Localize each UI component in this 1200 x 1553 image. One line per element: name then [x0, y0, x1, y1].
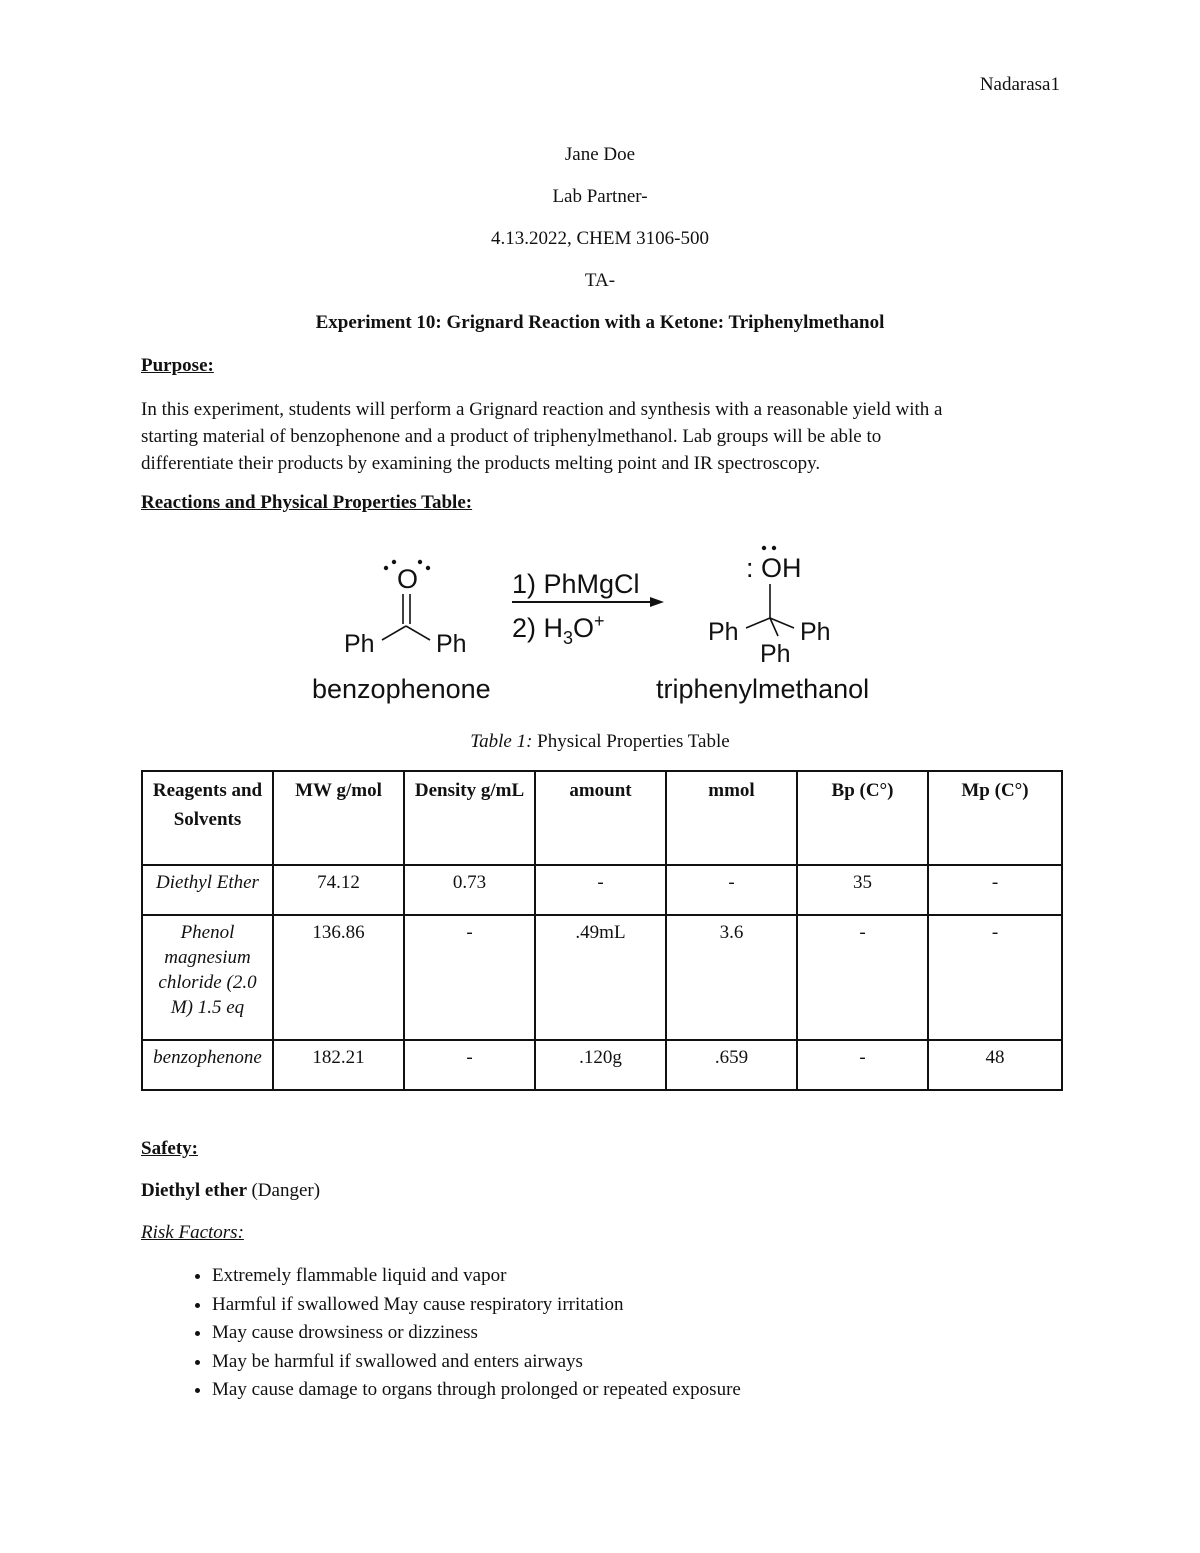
table-cell: - — [928, 865, 1062, 915]
list-item: • Extremely flammable liquid and vapor — [212, 1262, 741, 1291]
arrow-head-icon — [650, 597, 664, 607]
step-2-subscript: 3 — [563, 628, 574, 648]
reaction-conditions — [512, 569, 664, 648]
list-item: • Harmful if swallowed May cause respiratory irritation — [212, 1291, 741, 1320]
risk-factors-heading: Risk Factors: — [141, 1222, 244, 1243]
table-row — [142, 865, 1062, 915]
reagent-name-cell: Diethyl Ether — [142, 865, 273, 915]
table-cell: 0.73 — [404, 865, 535, 915]
column-header: Reagents and Solvents — [142, 771, 273, 865]
table-cell: - — [404, 915, 535, 1040]
experiment-title: Experiment 10: Grignard Reaction with a Ketone: Triphenylmethanol — [315, 312, 885, 333]
bond-line — [406, 626, 430, 640]
triphenylmethanol-structure — [656, 546, 869, 704]
chemical-hazard: (Danger) — [251, 1180, 321, 1201]
table-cell: .659 — [666, 1040, 797, 1090]
list-item: • May be harmful if swallowed and enters airways — [212, 1348, 741, 1377]
column-header: amount — [535, 771, 666, 865]
phenyl-label: Ph — [760, 640, 791, 668]
table-row — [142, 915, 1062, 1040]
column-header: Mp (C°) — [928, 771, 1062, 865]
table-cell: - — [928, 915, 1062, 1040]
table-cell: - — [797, 915, 928, 1040]
chemical-name: Diethyl ether — [141, 1180, 252, 1201]
purpose-heading: Purpose: — [141, 355, 214, 376]
product-name: triphenylmethanol — [656, 674, 870, 704]
table-caption-text: Physical Properties Table — [532, 731, 730, 752]
hydroxyl-group: : OH — [746, 553, 802, 583]
risk-list — [141, 1262, 741, 1405]
phenyl-label: Ph — [800, 618, 831, 646]
column-header: Bp (C°) — [797, 771, 928, 865]
list-item: • May cause damage to organs through prolonged or repeated exposure — [212, 1376, 741, 1405]
lone-pair-dot — [772, 546, 776, 550]
table-header-row — [142, 771, 1062, 865]
list-item: • May cause drowsiness or dizziness — [212, 1319, 741, 1348]
step-2-label — [512, 611, 605, 648]
purpose-line: differentiate their products by examining the products melting point and IR spectroscopy. — [141, 453, 821, 474]
lone-pair-dot — [426, 566, 430, 570]
table-cell: 35 — [797, 865, 928, 915]
table-cell: 3.6 — [666, 915, 797, 1040]
lone-pair-dot — [392, 560, 396, 564]
table-cell: - — [797, 1040, 928, 1090]
physical-properties-table — [141, 770, 1063, 1091]
table-cell: 136.86 — [273, 915, 404, 1040]
column-header: Density g/mL — [404, 771, 535, 865]
step-2-mid: O — [573, 613, 595, 643]
lone-pair-dot — [384, 566, 388, 570]
phenyl-label: Ph — [708, 618, 739, 646]
table-cell: .49mL — [535, 915, 666, 1040]
table-cell: 74.12 — [273, 865, 404, 915]
bond-line — [746, 618, 770, 628]
safety-heading: Safety: — [141, 1138, 198, 1159]
purpose-line: starting material of benzophenone and a product of triphenylmethanol. Lab groups will be able to — [141, 426, 882, 447]
table-row — [142, 1040, 1062, 1090]
benzophenone-structure — [312, 560, 491, 704]
reactant-name: benzophenone — [312, 674, 491, 704]
table-cell: .120g — [535, 1040, 666, 1090]
table-cell: - — [666, 865, 797, 915]
purpose-text — [141, 396, 1071, 477]
oxygen-atom: O — [397, 564, 419, 594]
phenyl-label: Ph — [436, 630, 467, 658]
table-cell: 182.21 — [273, 1040, 404, 1090]
step-2-prefix: 2) H — [512, 613, 564, 643]
step-2-superscript: + — [594, 611, 605, 631]
lab-partner: Lab Partner- — [552, 186, 648, 207]
reagent-name-cell: Phenol magnesium chloride (2.0 M) 1.5 eq — [142, 915, 273, 1040]
table-caption-label: Table 1: — [470, 731, 533, 752]
reagent-name-cell: benzophenone — [142, 1040, 273, 1090]
date-course: 4.13.2022, CHEM 3106-500 — [491, 228, 709, 249]
reaction-scheme — [300, 540, 900, 710]
chemical-heading — [141, 1180, 320, 1202]
table-caption — [0, 731, 1200, 753]
purpose-line: In this experiment, students will perform a Grignard reaction and synthesis with a reasonable yield with a — [141, 399, 943, 420]
author-name: Jane Doe — [564, 144, 636, 165]
table-cell: 48 — [928, 1040, 1062, 1090]
step-1-label: 1) PhMgCl — [512, 569, 640, 599]
phenyl-label: Ph — [344, 630, 375, 658]
lone-pair-dot — [418, 560, 422, 564]
column-header: mmol — [666, 771, 797, 865]
bond-line — [382, 626, 406, 640]
lone-pair-dot — [762, 546, 766, 550]
column-header: MW g/mol — [273, 771, 404, 865]
ta-line: TA- — [584, 270, 616, 291]
table-cell: - — [535, 865, 666, 915]
reactions-heading: Reactions and Physical Properties Table: — [141, 492, 473, 513]
table-cell: - — [404, 1040, 535, 1090]
page-header-name: Nadarasa1 — [979, 74, 1060, 95]
